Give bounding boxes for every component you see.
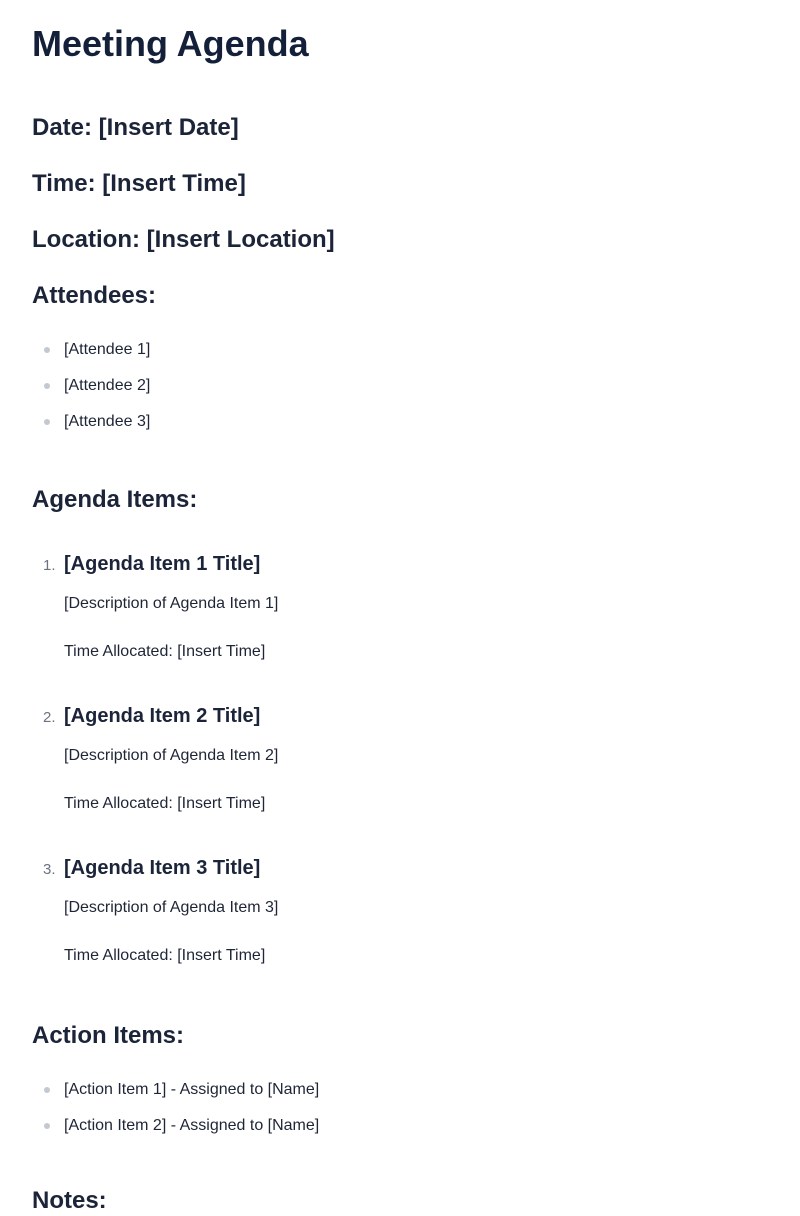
agenda-item-number: 1. [43,557,56,574]
agenda-item-description: [Description of Agenda Item 1] [64,595,279,612]
notes-heading: Notes: [32,1187,107,1214]
action-item-label: [Action Item 2] - Assigned to [Name] [64,1117,320,1134]
bullet-icon [44,347,50,353]
attendee-item [32,338,150,374]
action-items-list [32,1078,319,1150]
agenda-item-time: Time Allocated: [Insert Time] [64,795,266,812]
attendee-item [32,374,150,410]
agenda-heading: Agenda Items: [32,486,198,513]
agenda-item-title: [Agenda Item 2 Title] [64,705,261,727]
page-title: Meeting Agenda [32,23,309,64]
action-item [32,1078,319,1114]
agenda-item-description: [Description of Agenda Item 2] [64,747,279,764]
agenda-item-number: 2. [43,709,56,726]
meeting-location: Location: [Insert Location] [32,226,335,253]
bullet-icon [44,1123,50,1129]
attendees-list [32,338,150,446]
attendees-heading: Attendees: [32,282,157,309]
agenda-item-time: Time Allocated: [Insert Time] [64,947,266,964]
agenda-item-description: [Description of Agenda Item 3] [64,899,279,916]
attendee-label: [Attendee 3] [64,413,151,430]
action-item-label: [Action Item 1] - Assigned to [Name] [64,1081,320,1098]
agenda-item-title: [Agenda Item 3 Title] [64,857,261,879]
attendee-label: [Attendee 1] [64,341,151,358]
bullet-icon [44,383,50,389]
meeting-date: Date: [Insert Date] [32,114,239,141]
agenda-item-title: [Agenda Item 1 Title] [64,553,261,575]
meeting-time: Time: [Insert Time] [32,170,246,197]
agenda-item-time: Time Allocated: [Insert Time] [64,643,266,660]
action-item [32,1114,319,1150]
agenda-item-number: 3. [43,861,56,878]
attendee-item [32,410,150,446]
action-items-heading: Action Items: [32,1022,185,1049]
attendee-label: [Attendee 2] [64,377,151,394]
bullet-icon [44,1087,50,1093]
bullet-icon [44,419,50,425]
